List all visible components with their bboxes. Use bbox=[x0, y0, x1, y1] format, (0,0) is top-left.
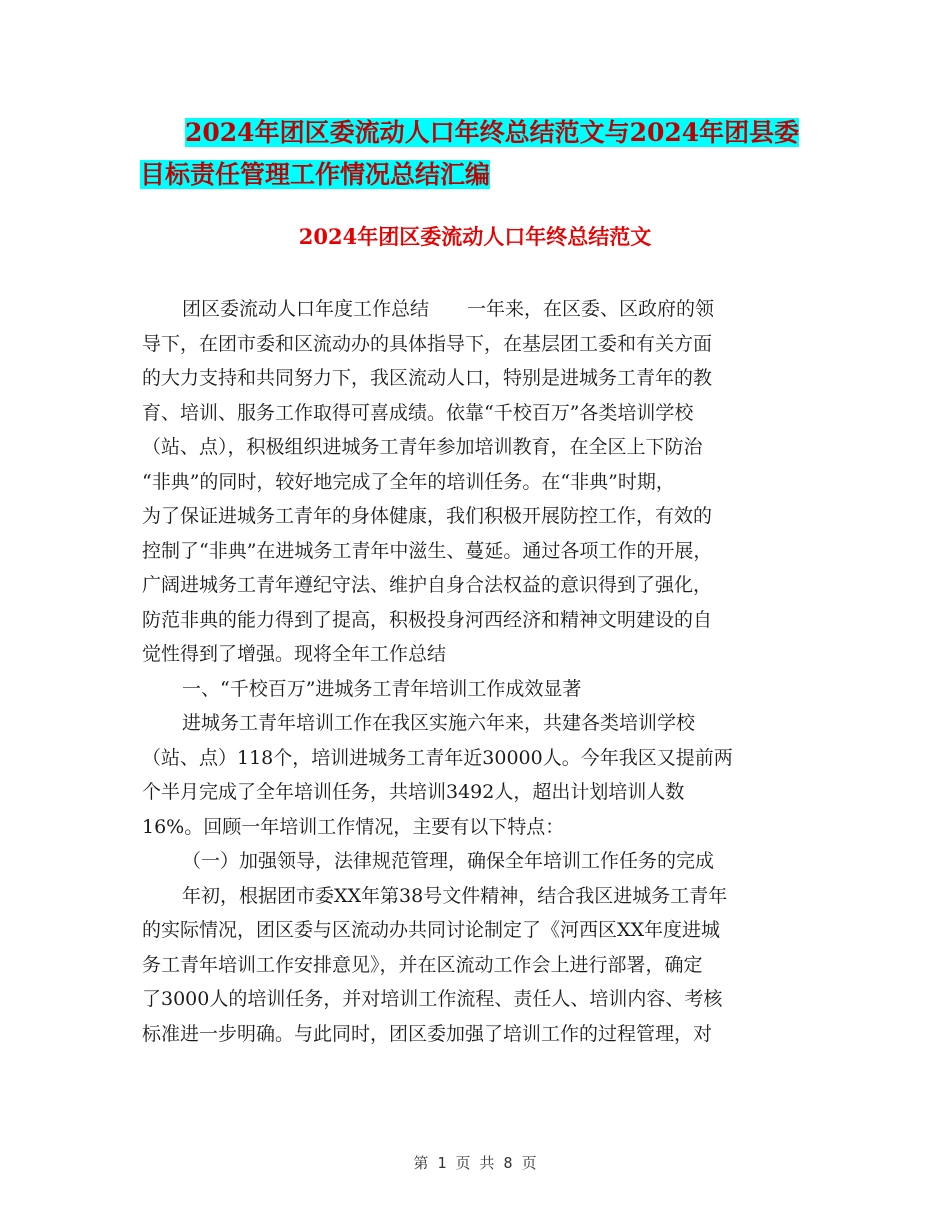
text-line: 务工青年培训工作安排意见》，并在区流动工作会上进行部署，确定 bbox=[142, 953, 703, 976]
page-number: 第 1 页 共 8 页 bbox=[413, 1154, 537, 1172]
text-line: “非典”的同时，较好地完成了全年的培训任务。在“非典”时期， bbox=[142, 470, 675, 493]
text-line: 防范非典的能力得到了提高，积极投身河西经济和精神文明建设的自 bbox=[142, 608, 713, 631]
text-line: 了3000人的培训任务，并对培训工作流程、责任人、培训内容、考核 bbox=[142, 988, 723, 1010]
text-line: 觉性得到了增强。现将全年工作总结 bbox=[142, 643, 447, 665]
text-line: 的实际情况，团区委与区流动办共同讨论制定了《河西区XX年度进城 bbox=[142, 919, 721, 941]
document-body bbox=[142, 292, 797, 1051]
text-line: 控制了“非典”在进城务工青年中滋生、蔓延。通过各项工作的开展， bbox=[142, 539, 713, 562]
title-line-2: 目标责任管理工作情况总结汇编 bbox=[140, 160, 491, 189]
paragraph-training bbox=[142, 706, 797, 844]
paragraph-intro bbox=[142, 292, 797, 672]
text-line: 一、“千校百万”进城务工青年培训工作成效显著 bbox=[182, 677, 582, 700]
text-line: 16%。回顾一年培训工作情况，主要有以下特点： bbox=[142, 815, 565, 838]
text-line: 为了保证进城务工青年的身体健康，我们积极开展防控工作，有效的 bbox=[142, 505, 713, 527]
text-line: （站、点）118个，培训进城务工青年近30000人。今年我区又提前两 bbox=[142, 746, 733, 769]
text-line: 标准进一步明确。与此同时，团区委加强了培训工作的过程管理，对 bbox=[142, 1022, 713, 1045]
text-line: 的大力支持和共同努力下，我区流动人口，特别是进城务工青年的教 bbox=[142, 367, 713, 389]
text-line: 个半月完成了全年培训任务，共培训3492人，超出计划培训人数 bbox=[142, 781, 685, 803]
text-line: 团区委流动人口年度工作总结 一年来，在区委、区政府的领 bbox=[182, 298, 715, 320]
section-title: 2024年团区委流动人口年终总结范文 bbox=[298, 224, 652, 249]
heading-subsection-1 bbox=[142, 844, 797, 879]
paragraph-leadership bbox=[142, 879, 797, 1052]
text-line: 年初，根据团市委XX年第38号文件精神，结合我区进城务工青年 bbox=[182, 884, 728, 907]
text-line: 进城务工青年培训工作在我区实施六年来，共建各类培训学校 bbox=[182, 712, 696, 734]
text-line: 广阔进城务工青年遵纪守法、维护自身合法权益的意识得到了强化， bbox=[142, 574, 713, 596]
text-line: 导下，在团市委和区流动办的具体指导下，在基层团工委和有关方面 bbox=[142, 332, 713, 355]
title-line-1: 2024年团区委流动人口年终总结范文与2024年团县委 bbox=[185, 118, 800, 147]
heading-section-1 bbox=[142, 672, 797, 707]
text-line: 育、培训、服务工作取得可喜成绩。依靠“千校百万”各类培训学校 bbox=[142, 401, 694, 424]
text-line: （一）加强领导，法律规范管理，确保全年培训工作任务的完成 bbox=[182, 850, 715, 872]
text-line: （站、点），积极组织进城务工青年参加培训教育，在全区上下防治 bbox=[142, 436, 703, 458]
document-title bbox=[140, 112, 840, 196]
